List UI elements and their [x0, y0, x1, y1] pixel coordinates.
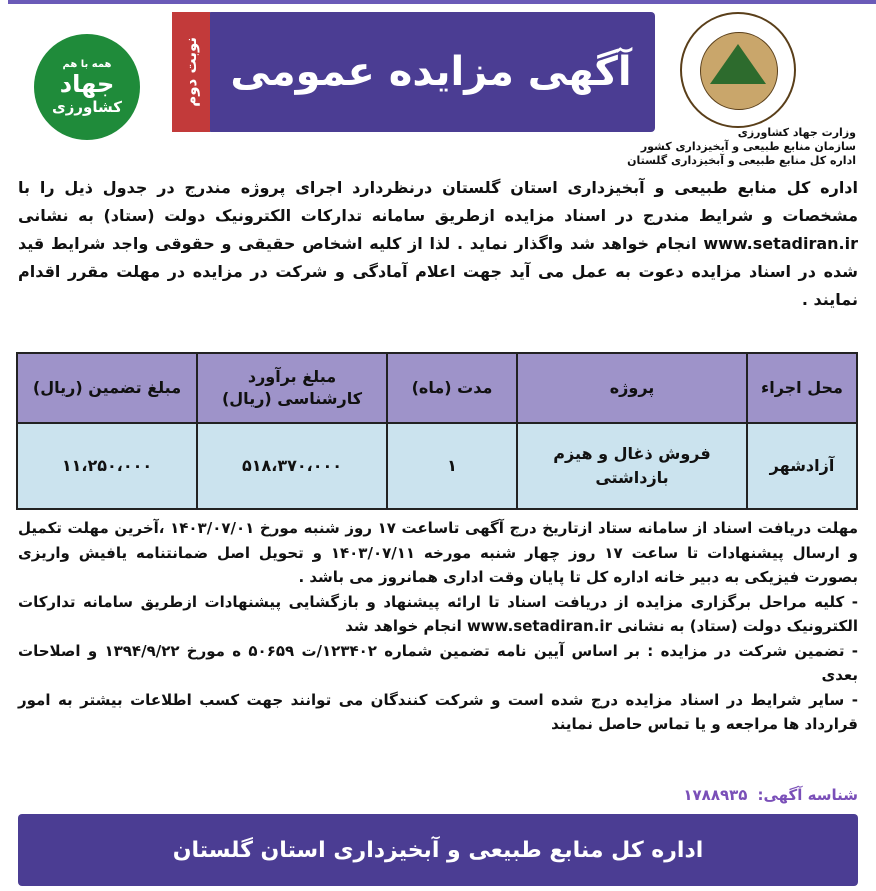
organization-names — [627, 126, 856, 168]
mountain-icon — [710, 44, 766, 84]
org-line-department: اداره کل منابع طبیعی و آبخیزداری گلستان — [627, 154, 856, 167]
table-header-row — [17, 353, 857, 423]
top-accent-bar — [8, 0, 876, 4]
organization-seal-icon — [680, 12, 796, 128]
ad-id-label: شناسه آگهی: — [757, 786, 858, 804]
header-guarantee: مبلغ تضمین (ریال) — [17, 353, 197, 423]
stages-paragraph: - کلیه مراحل برگزاری مزایده از دریافت اسناد تا ارائه پیشنهاد و بازگشایی پیشنهادات ازطریق سامانه تدارکات الکترونیک دولت (ستاد) به نشانی www.setadiran.ir انجام خواهد شد — [18, 592, 858, 635]
cell-location: آزادشهر — [747, 423, 857, 509]
other-conditions-paragraph: - سایر شرایط در اسناد مزایده درج شده است و شرکت کنندگان می توانند جهت کسب اطلاعات بیشتر به امور قرارداد ها مراجعه و یا تماس حاصل نمایند — [18, 690, 858, 733]
page-title: آگهی مزایده عمومی — [230, 49, 632, 95]
cell-estimate: ۵۱۸،۳۷۰،۰۰۰ — [197, 423, 387, 509]
ad-identifier — [673, 786, 858, 804]
org-line-organization: سازمان منابع طبیعی و آبخیزداری کشور — [640, 140, 856, 153]
round-label: نوبت دوم — [182, 37, 200, 107]
guarantee-paragraph: - تضمین شرکت در مزایده : بر اساس آیین نامه تضمین شماره ۱۲۳۴۰۲/ت ۵۰۶۵۹ ه مورخ ۱۳۹۴/۹/۲۲ و اصلاحات بعدی — [18, 641, 858, 684]
logo-small-text: همه با هم — [62, 58, 112, 70]
logo-big-text: جهاد — [59, 69, 115, 98]
cell-project: فروش ذغال و هیزم بازداشتی — [517, 423, 747, 509]
title-banner — [207, 12, 655, 132]
org-line-ministry: وزارت جهاد کشاورزی — [737, 126, 856, 139]
round-tag — [172, 12, 210, 132]
deadline-paragraph: مهلت دریافت اسناد از سامانه ستاد ازتاریخ درج آگهی تاساعت ۱۷ روز شنبه مورخ ۱۴۰۳/۰۷/۰۱ ،آخرین مهلت تکمیل و ارسال پیشنهادات تا ساعت ۱۷ روز چهار شنبه مورخه ۱۴۰۳/۰۷/۱۱ و تحویل اصل ضمانتنامه یافیش واریزی بصورت فیزیکی به دبیر خانه اداره کل تا پایان وقت اداری همانروز می باشد . — [18, 519, 858, 586]
cell-duration: ۱ — [387, 423, 517, 509]
cell-guarantee: ۱۱،۲۵۰،۰۰۰ — [17, 423, 197, 509]
logo-sub-text: کشاورزی — [52, 97, 122, 116]
jehad-logo — [34, 34, 140, 140]
table-row — [17, 423, 857, 509]
footer-text: اداره کل منابع طبیعی و آبخیزداری استان گلستان — [172, 837, 704, 863]
header — [12, 8, 864, 166]
auction-table — [18, 352, 858, 510]
organization-block — [627, 8, 856, 167]
conditions-text — [18, 516, 858, 737]
header-location: محل اجراء — [747, 353, 857, 423]
intro-paragraph: اداره کل منابع طبیعی و آبخیزداری استان گلستان درنظردارد اجرای پروژه مندرج در جدول ذیل را با مشخصات و شرایط مندرج در اسناد مزایده ازطریق سامانه تدارکات الکترونیک دولت (ستاد) به نشانی www.setadiran.ir انجام خواهد شد واگذار نماید . لذا از کلیه اشخاص حقیقی و حقوقی واجد شرایط قید شده در اسناد مزایده دعوت به عمل می آید جهت اعلام آمادگی و شرکت در مزایده در مهلت مقرر اقدام نمایند . — [18, 178, 858, 309]
header-duration: مدت (ماه) — [387, 353, 517, 423]
ad-id-value: ۱۷۸۸۹۳۵ — [683, 786, 748, 804]
footer-banner — [18, 814, 858, 886]
header-project: پروژه — [517, 353, 747, 423]
header-estimate: مبلغ برآورد کارشناسی (ریال) — [197, 353, 387, 423]
